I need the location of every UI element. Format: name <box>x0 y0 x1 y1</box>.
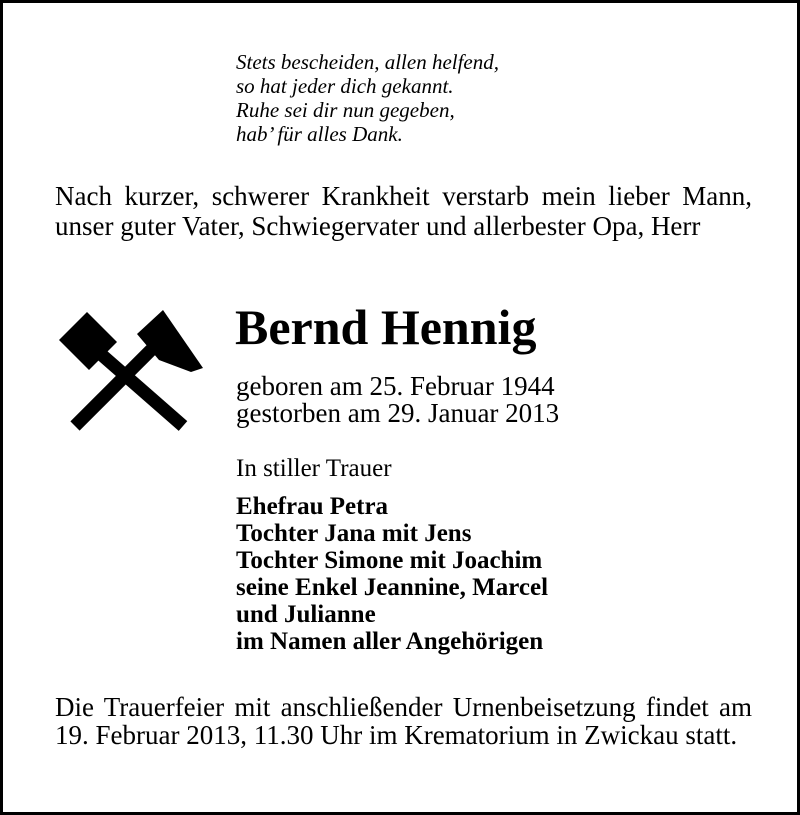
birth-date: geboren am 25. Februar 1944 <box>236 371 555 401</box>
hammer-and-pick-icon <box>53 308 203 433</box>
poem-line: so hat jeder dich gekannt. <box>236 74 454 98</box>
mourning-heading: In stiller Trauer <box>236 455 392 482</box>
mourners-list <box>236 493 548 655</box>
poem-line: Stets bescheiden, allen helfend, <box>236 50 500 74</box>
mourner-line: und Julianne <box>236 601 376 628</box>
mourner-line: Tochter Simone mit Joachim <box>236 547 543 574</box>
funeral-info: Die Trauerfeier mit anschließender Urnenbeisetzung findet am 19. Februar 2013, 11.30 Uhr im Krematorium in Zwickau statt. <box>55 692 752 750</box>
life-dates <box>236 373 559 427</box>
deceased-name: Bernd Hennig <box>235 299 537 355</box>
mourner-line: im Namen aller Angehörigen <box>236 628 544 655</box>
poem-line: Ruhe sei dir nun gegeben, <box>236 98 455 122</box>
memorial-poem <box>236 50 499 146</box>
mourner-line: Tochter Jana mit Jens <box>236 520 472 547</box>
announcement-text: Nach kurzer, schwerer Krankheit verstarb mein lieber Mann, unser guter Vater, Schwiegervater und allerbester Opa, Herr <box>55 181 752 241</box>
death-date: gestorben am 29. Januar 2013 <box>236 398 560 428</box>
mourner-line: seine Enkel Jeannine, Marcel <box>236 574 549 601</box>
poem-line: hab’ für alles Dank. <box>236 122 403 146</box>
mourner-line: Ehefrau Petra <box>236 493 389 520</box>
